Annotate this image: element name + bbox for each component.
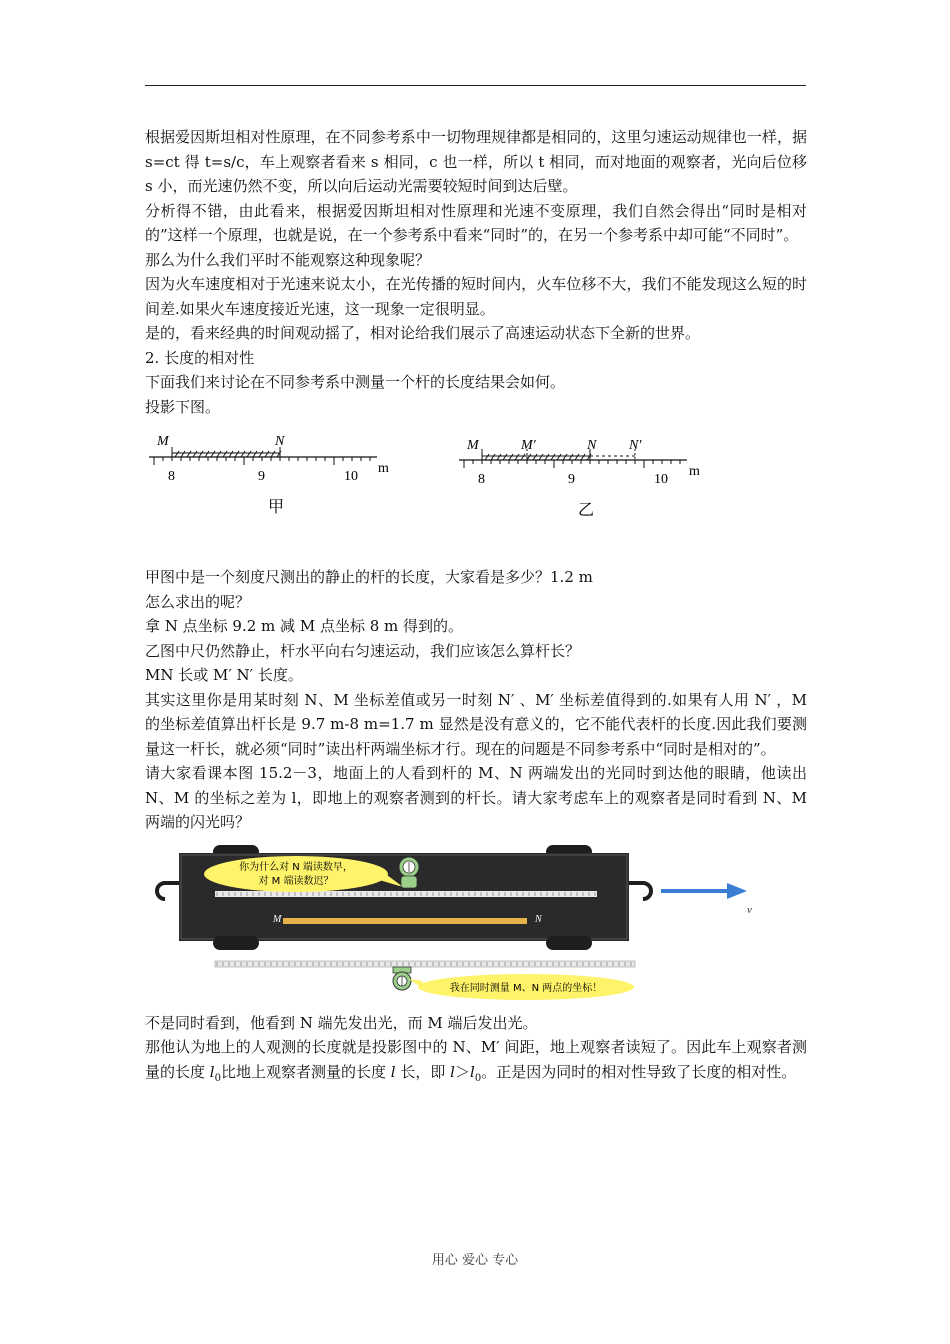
tick-mark — [515, 454, 519, 460]
tick-mark — [199, 451, 203, 457]
rod — [283, 918, 527, 924]
tick-mark — [527, 454, 531, 460]
tick-mark — [223, 451, 227, 457]
bubble-top-line1: 你为什么对 N 端读数早， — [239, 861, 353, 873]
train-figure-svg — [151, 843, 791, 1001]
ruler-figure-svg — [145, 427, 807, 537]
tick-mark — [491, 454, 495, 460]
tick-mark — [539, 454, 543, 460]
paragraph: 是的，看来经典的时间观动摇了，相对论给我们展示了高速运动状态下全新的世界。 — [145, 324, 701, 342]
subscript-0: 0 — [474, 1072, 482, 1084]
tick-mark — [575, 454, 579, 460]
tick-mark — [181, 451, 185, 457]
unit-label: m — [689, 464, 700, 479]
ruler-figure — [145, 427, 807, 537]
paragraph-text: 长，即 — [400, 1062, 446, 1081]
paragraph: 甲图中是一个刻度尺测出的静止的杆的长度，大家看是多少？1.2 m — [145, 568, 593, 586]
paragraph: 那么为什么我们平时不能观察这种现象呢？ — [145, 250, 431, 269]
bubble-bottom-text: 我在同时测量 M、N 两点的坐标！ — [449, 982, 603, 994]
tick-mark — [569, 454, 573, 460]
subscript-0: 0 — [214, 1072, 221, 1084]
paragraph: 下面我们来讨论在不同参考系中测量一个杆的长度结果会如何。 — [145, 373, 566, 391]
tick-mark — [175, 451, 179, 457]
label-m-right: M — [467, 438, 479, 453]
tick-mark — [193, 451, 197, 457]
tick-mark — [211, 451, 215, 457]
tick-mark — [557, 454, 561, 460]
tick-mark — [533, 454, 537, 460]
symbol-l: l — [450, 1062, 455, 1081]
tick-mark — [217, 451, 221, 457]
tick-mark — [551, 454, 555, 460]
label-v: v — [747, 903, 752, 916]
tick-label: 8 — [478, 472, 485, 487]
bubble-top-line2: 对 M 端读数迟？ — [258, 875, 334, 887]
label-m-prime: M′ — [521, 438, 536, 453]
tick-label: 8 — [168, 469, 175, 484]
train-figure — [151, 843, 791, 1001]
paragraph: 拿 N 点坐标 9.2 m 减 M 点坐标 8 m 得到的。 — [145, 617, 464, 635]
page-footer: 用心 爱心 专心 — [431, 1253, 519, 1268]
label-n-left: N — [275, 434, 285, 449]
tick-mark — [521, 454, 525, 460]
label-n-right: N — [587, 438, 597, 453]
tick-mark — [503, 454, 507, 460]
document-body — [145, 125, 807, 1091]
ruler-left — [149, 434, 389, 516]
paragraph: 请大家看课本图 15.2－3，地面上的人看到杆的 M、N 两端发出的光同时到达他的眼睛，他读出 N、M 的坐标之差为 l，即地上的观察者测到的杆长。请大家考虑车上的观察者是同时看到 N、M 两端的闪光吗？ — [145, 764, 807, 831]
paragraph: 因为火车速度相对于光速来说太小，在光传播的短时间内，火车位移不大，我们不能发现这么短的时间差.如果火车速度接近光速，这一现象一定很明显。 — [145, 275, 807, 318]
tick-label: 10 — [344, 469, 358, 484]
paragraph: 其实这里你是用某时刻 N、M 坐标差值或另一时刻 N′ 、M′ 坐标差值得到的.如果有人用 N′ ，M 的坐标差值算出杆长是 9.7 m-8 m=1.7 m 显然是没有意义的，它不能代表杆的长度.因此我们要测量这一杆长，就必须“同时”读出杆两端坐标才行。现在的问题是不同参考系中“同时是相对的”。 — [145, 690, 807, 758]
rod-label-n: N — [535, 913, 542, 925]
tick-mark — [259, 451, 263, 457]
rod-label-m: M — [273, 913, 282, 925]
caption-yi: 乙 — [578, 500, 595, 519]
symbol-l: l — [209, 1062, 215, 1081]
ruler-right — [459, 438, 700, 519]
paragraph: 怎么求出的呢？ — [145, 592, 251, 611]
tick-mark — [187, 451, 191, 457]
observer-train-icon — [399, 857, 419, 888]
tick-mark — [247, 451, 251, 457]
label-m-left: M — [157, 434, 169, 449]
tick-mark — [235, 451, 239, 457]
tick-label: 9 — [258, 469, 265, 484]
header-rule — [145, 85, 806, 86]
paragraph — [145, 1035, 807, 1091]
label-n-prime: N′ — [629, 438, 642, 453]
tick-mark — [241, 451, 245, 457]
paragraph: 乙图中尺仍然静止，杆水平向右匀速运动，我们应该怎么算杆长？ — [145, 641, 581, 660]
caption-jia: 甲 — [268, 497, 285, 516]
tick-label: 9 — [568, 472, 575, 487]
paragraph: 分析得不错，由此看来，根据爱因斯坦相对性原理和光速不变原理，我们自然会得出“同时是相对的”这样一个原理，也就是说，在一个参考系中看来“同时”的，在另一个参考系中却可能“不同时”。 — [145, 201, 807, 244]
unit-label: m — [378, 461, 389, 476]
tick-mark — [581, 454, 585, 460]
tick-mark — [509, 454, 513, 460]
tick-mark — [563, 454, 567, 460]
paragraph-text: 比地上观察者测量的长度 — [220, 1062, 386, 1081]
tick-label: 10 — [654, 472, 668, 487]
paragraph-text: 那他认为地上的人观测的长度就是投影图中的 N、M′ 间距，地上观察者读短了。因此车上观察者测量的长度 — [145, 1038, 807, 1081]
tick-mark — [271, 451, 275, 457]
observer-ground-icon — [393, 967, 411, 990]
greater-than-sign: ＞ — [454, 1062, 470, 1081]
section-heading: 2. 长度的相对性 — [145, 348, 255, 367]
paragraph: 根据爱因斯坦相对性原理，在不同参考系中一切物理规律都是相同的，这里匀速运动规律也一样，据 s=ct 得 t=s/c，车上观察者看来 s 相同，c 也一样，所以 t 相同，而对地面的观察者，光向后位移 s 小，而光速仍然不变，所以向后运动光需要较短时间到达后壁。 — [145, 128, 807, 195]
tick-mark — [229, 451, 233, 457]
paragraph: 不是同时看到，他看到 N 端先发出光，而 M 端后发出光。 — [145, 1013, 538, 1032]
tick-mark — [545, 454, 549, 460]
symbol-l: l — [470, 1062, 475, 1081]
paragraph: 投影下图。 — [145, 397, 221, 416]
symbol-l: l — [390, 1062, 396, 1081]
tick-mark — [497, 454, 501, 460]
tick-mark — [265, 451, 269, 457]
tick-mark — [253, 451, 257, 457]
paragraph: MN 长或 M′ N′ 长度。 — [145, 666, 303, 684]
tick-mark — [485, 454, 489, 460]
paragraph-text: 。正是因为同时的相对性导致了长度的相对性。 — [481, 1062, 797, 1081]
tick-mark — [205, 451, 209, 457]
